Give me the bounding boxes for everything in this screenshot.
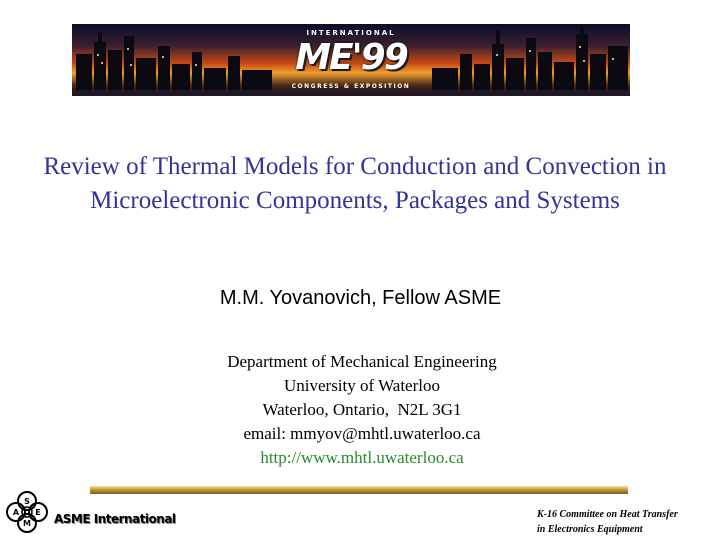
svg-text:A: A (12, 508, 20, 517)
email-line: email: mmyov@mhtl.uwaterloo.ca (243, 424, 481, 443)
gold-divider (90, 486, 628, 494)
banner-congress-text: CONGRESS & EXPOSITION (291, 83, 411, 90)
svg-text:S: S (24, 497, 30, 506)
conference-banner (72, 24, 630, 96)
svg-text:M: M (23, 519, 31, 528)
author-name: M.M. Yovanovich, Fellow ASME (219, 287, 502, 309)
website-link[interactable]: http://www.mhtl.uwaterloo.ca (260, 448, 464, 467)
department-line: Department of Mechanical Engineering (227, 352, 497, 371)
committee-line-2: in Electronics Equipment (537, 524, 643, 535)
address-line: Waterloo, Ontario, N2L 3G1 (262, 400, 462, 419)
committee-line-1: K-16 Committee on Heat Transfer (537, 509, 678, 520)
asme-emblem-icon (2, 487, 52, 537)
university-line: University of Waterloo (283, 376, 440, 395)
asme-international-label: ASME International (54, 512, 176, 526)
svg-text:E: E (35, 508, 41, 517)
committee-label (537, 507, 678, 537)
banner-international-text: INTERNATIONAL (306, 29, 396, 37)
me99-logo: ME'99 (295, 37, 407, 78)
affiliation-block (0, 350, 719, 470)
slide-title: Review of Thermal Models for Conduction and Convection in Microelectronic Components, Packages and Systems (43, 153, 667, 214)
